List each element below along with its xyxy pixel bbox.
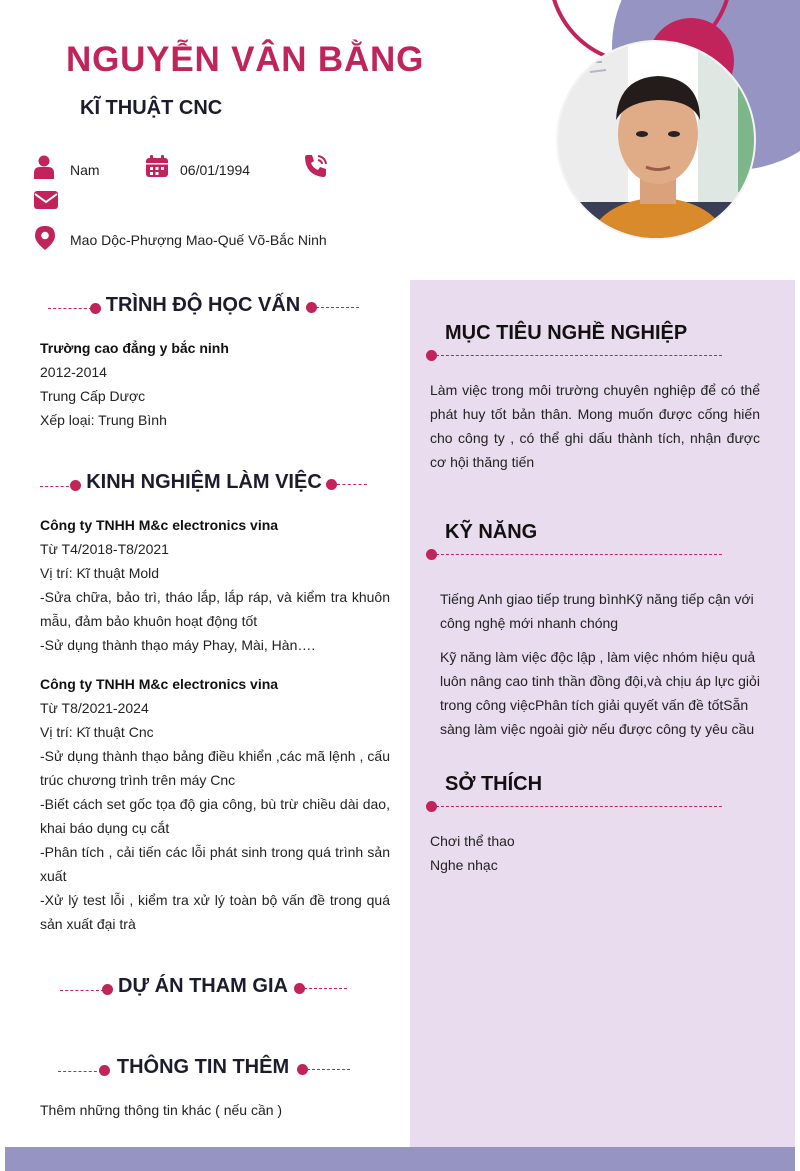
additional-text: Thêm những thông tin khác ( nếu cần ) [40,1102,283,1118]
additional-heading [56,1056,352,1082]
hobby-item: Nghe nhạc [430,857,498,873]
calendar-icon [145,154,169,183]
mail-icon [34,190,58,215]
job-period: Từ T8/2021-2024 [40,700,149,716]
skill-item: Kỹ năng làm việc độc lập , làm việc nhóm hiệu quả luôn nâng cao tinh thần đồng đội,và chịu áp lực giỏi trong công việcPhân tích giải quyết vấn đề tốtSẵn sàng làm việc ngoài giờ nếu được công ty yêu cầu [440,649,760,737]
job-task: -Sử dụng thành thạo máy Phay, Mài, Hàn…. [40,637,316,653]
job-task: -Phân tích , cải tiến các lỗi phát sinh trong quá trình sản xuất [40,844,390,884]
skills-divider [436,554,722,555]
objective-text: Làm việc trong môi trường chuyên nghiệp để có thể phát huy tốt bản thân. Mong muốn được cống hiến cho công ty , có thể ghi dấu thành tích, nhận được cơ hội thăng tiến [430,382,760,470]
job-company: Công ty TNHH M&c electronics vina [40,676,279,692]
education-grade: Xếp loại: Trung Bình [40,412,167,428]
hobbies-title: SỞ THÍCH [445,773,543,795]
hobbies-divider [436,806,722,807]
education-major: Trung Cấp Dược [40,388,146,404]
phone-icon [303,153,329,184]
objective-title: MỤC TIÊU NGHỀ NGHIỆP [445,322,688,344]
gender-text: Nam [70,162,100,178]
job-title: KĨ THUẬT CNC [80,97,223,119]
school-name: Trường cao đẳng y bắc ninh [40,340,229,356]
job-task: -Biết cách set gốc tọa độ gia công, bù trừ chiều dài dao, khai báo dụng cụ cắt [40,796,390,836]
education-heading [46,294,362,320]
job-task: -Xử lý test lỗi , kiểm tra xử lý toàn bộ vấn đề trong quá sản xuất đại trà [40,892,390,932]
experience-job-1 [40,513,390,657]
job-company: Công ty TNHH M&c electronics vina [40,517,279,533]
profile-photo [556,40,756,240]
job-position: Vị trí: Kĩ thuật Cnc [40,724,154,740]
additional-title: THÔNG TIN THÊM [116,1056,290,1078]
address-text: Mao Dộc-Phượng Mao-Quế Võ-Bắc Ninh [70,232,327,248]
hobby-item: Chơi thể thao [430,833,515,849]
experience-title: KINH NGHIỆM LÀM VIỆC [86,471,322,493]
user-icon [34,155,54,184]
footer-bar [5,1147,795,1171]
job-task: -Sửa chữa, bảo trì, tháo lắp, lắp ráp, và kiểm tra khuôn mẫu, đảm bảo khuôn hoạt động tốt [40,589,390,629]
hobbies-list [430,829,760,877]
location-pin-icon [35,226,55,255]
skills-title: KỸ NĂNG [445,521,538,543]
experience-heading [38,471,368,497]
job-position: Vị trí: Kĩ thuật Mold [40,565,160,581]
birthdate-text: 06/01/1994 [180,162,251,178]
job-period: Từ T4/2018-T8/2021 [40,541,169,557]
candidate-name: NGUYỄN VÂN BẰNG [66,40,425,79]
experience-job-2 [40,672,390,936]
objective-divider [436,355,722,356]
education-block [40,336,390,432]
projects-title: DỰ ÁN THAM GIA [118,975,288,997]
education-title: TRÌNH ĐỘ HỌC VẤN [105,294,301,316]
skill-item: Tiếng Anh giao tiếp trung bìnhKỹ năng tiếp cận với công nghệ mới nhanh chóng [440,591,754,631]
projects-heading [58,975,350,1001]
job-task: -Sử dụng thành thạo bảng điều khiển ,các mã lệnh , cấu trúc chương trình trên máy Cnc [40,748,390,788]
skills-list [440,587,762,741]
education-period: 2012-2014 [40,364,107,380]
